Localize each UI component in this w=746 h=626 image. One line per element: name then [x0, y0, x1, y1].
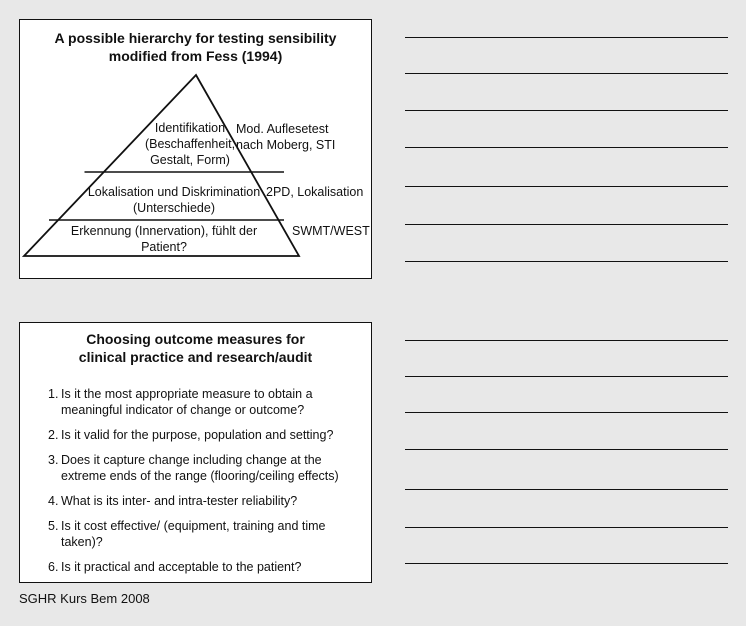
pyramid-level-line: (Unterschiede)	[133, 201, 215, 215]
test-label-line: 2PD, Lokalisation	[266, 185, 364, 199]
slide1-title-line1: A possible hierarchy for testing sensibility	[54, 30, 337, 46]
question-number: 1.	[48, 387, 59, 401]
test-label-identifikation	[236, 121, 335, 153]
question-item	[48, 452, 358, 484]
note-line	[405, 147, 728, 148]
question-text: Is it the most appropriate measure to obtain a meaningful indicator of change or outcome?	[61, 387, 313, 417]
question-number: 2.	[48, 428, 59, 442]
note-line	[405, 73, 728, 74]
pyramid-level-erkennung	[44, 223, 284, 255]
note-line	[405, 527, 728, 528]
pyramid-level-line: (Beschaffenheit,	[144, 137, 236, 151]
note-line	[405, 340, 728, 341]
note-line	[405, 376, 728, 377]
note-line	[405, 563, 728, 564]
slide-sensibility-hierarchy	[19, 19, 372, 279]
pyramid-level-line: Lokalisation und Diskrimination	[87, 185, 261, 199]
pyramid-level-line: Identifikation	[154, 121, 226, 135]
footer-text: SGHR Kurs Bem 2008	[19, 591, 150, 606]
question-list	[48, 386, 358, 584]
question-text: Is it valid for the purpose, population and setting?	[61, 428, 334, 442]
pyramid-level-lokalisation	[64, 184, 284, 216]
slide1-title-line2: modified from Fess (1994)	[108, 48, 283, 64]
slide2-title-line1: Choosing outcome measures for	[86, 331, 305, 347]
question-item	[48, 427, 358, 443]
test-label-line: Mod. Auflesetest	[236, 122, 329, 136]
note-line	[405, 489, 728, 490]
question-item	[48, 493, 358, 509]
question-number: 4.	[48, 494, 59, 508]
note-line	[405, 412, 728, 413]
note-line	[405, 449, 728, 450]
question-number: 6.	[48, 560, 59, 574]
question-text: What is its inter- and intra-tester reliability?	[61, 494, 298, 508]
slide2-title-line2: clinical practice and research/audit	[78, 349, 313, 365]
question-item	[48, 518, 358, 550]
note-line	[405, 110, 728, 111]
slide-outcome-measures	[19, 322, 372, 583]
test-label-erkennung	[292, 223, 370, 239]
question-text: Is it practical and acceptable to the patient?	[61, 560, 302, 574]
pyramid-level-line: Patient?	[141, 240, 187, 254]
question-item	[48, 386, 358, 418]
test-label-line: SWMT/WEST	[292, 224, 370, 238]
slide2-title	[20, 330, 371, 366]
question-text: Does it capture change including change at the extreme ends of the range (flooring/ceiling effects)	[61, 453, 339, 483]
test-label-line: nach Moberg, STI	[236, 138, 336, 152]
question-number: 3.	[48, 453, 59, 467]
question-number: 5.	[48, 519, 59, 533]
question-item	[48, 559, 358, 575]
note-line	[405, 261, 728, 262]
note-line	[405, 37, 728, 38]
question-text: Is it cost effective/ (equipment, training and time taken)?	[61, 519, 326, 549]
pyramid-level-line: Erkennung (Innervation), fühlt der	[70, 224, 258, 238]
note-line	[405, 186, 728, 187]
note-line	[405, 224, 728, 225]
test-label-lokalisation	[266, 184, 363, 200]
pyramid-level-line: Gestalt, Form)	[150, 153, 230, 167]
